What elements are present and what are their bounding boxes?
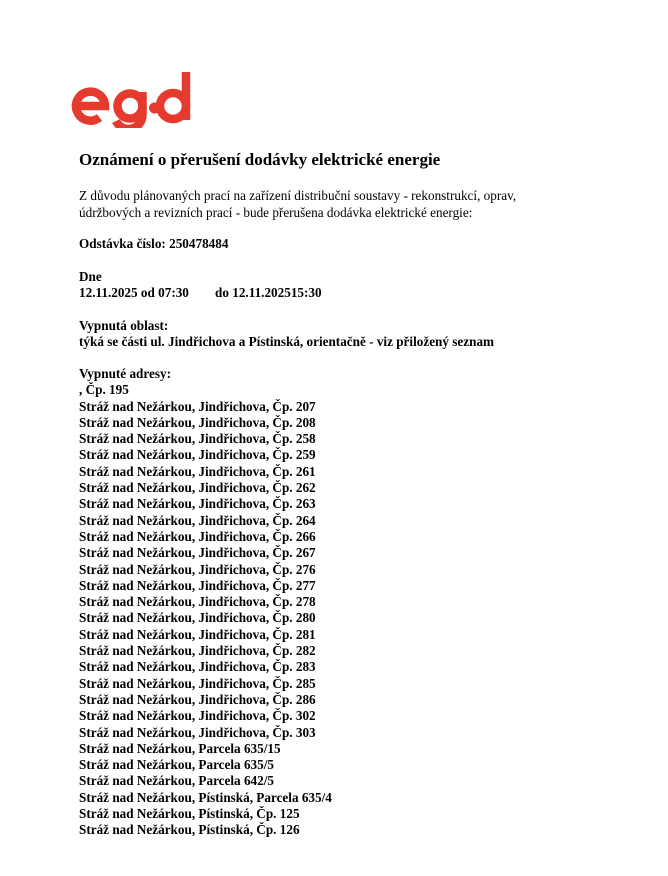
address-item: Stráž nad Nežárkou, Jindřichova, Čp. 258 [79, 431, 316, 447]
address-item: Stráž nad Nežárkou, Jindřichova, Čp. 282 [79, 643, 316, 659]
area-label: Vypnutá oblast: [79, 318, 169, 333]
address-item: Stráž nad Nežárkou, Jindřichova, Čp. 266 [79, 528, 316, 544]
address-item: Stráž nad Nežárkou, Jindřichova, Čp. 276 [79, 561, 316, 577]
notice-intro [79, 187, 559, 221]
address-item: Stráž nad Nežárkou, Jindřichova, Čp. 261 [79, 463, 316, 479]
address-item: Stráž nad Nežárkou, Jindřichova, Čp. 303 [79, 724, 316, 740]
area-value: týká se části ul. Jindřichova a Pístinská, orientačně - viz přiložený seznam [79, 334, 495, 350]
address-item: Stráž nad Nežárkou, Jindřichova, Čp. 302 [79, 708, 316, 724]
intro-line: údržbových a revizních prací - bude přerušena dodávka elektrické energie: [79, 205, 473, 220]
address-item: Stráž nad Nežárkou, Jindřichova, Čp. 286 [79, 691, 316, 707]
outage-number: Odstávka číslo: 250478484 [79, 236, 229, 251]
address-item: Stráž nad Nežárkou, Jindřichova, Čp. 207 [79, 398, 316, 414]
date-from: 12.11.2025 od 07:30 [79, 285, 189, 301]
address-item: Stráž nad Nežárkou, Parcela 635/15 [79, 740, 281, 756]
address-item: Stráž nad Nežárkou, Jindřichova, Čp. 264 [79, 512, 316, 528]
address-item: Stráž nad Nežárkou, Jindřichova, Čp. 283 [79, 659, 316, 675]
address-item: Stráž nad Nežárkou, Parcela 635/5 [79, 757, 274, 773]
address-item: Stráž nad Nežárkou, Jindřichova, Čp. 208 [79, 414, 316, 430]
egd-logo [70, 70, 194, 128]
address-item: Stráž nad Nežárkou, Pístinská, Čp. 126 [79, 822, 300, 838]
address-item: Stráž nad Nežárkou, Jindřichova, Čp. 281 [79, 626, 316, 642]
address-item: Stráž nad Nežárkou, Jindřichova, Čp. 267 [79, 545, 316, 561]
date-range [79, 285, 322, 301]
address-item: Stráž nad Nežárkou, Jindřichova, Čp. 259 [79, 447, 316, 463]
address-item: , Čp. 195 [79, 382, 129, 398]
date-to: do 12.11.202515:30 [215, 285, 322, 301]
outage-dates [79, 269, 322, 302]
address-item: Stráž nad Nežárkou, Jindřichova, Čp. 285 [79, 675, 316, 691]
notice-title: Oznámení o přerušení dodávky elektrické energie [79, 150, 441, 169]
address-item: Stráž nad Nežárkou, Jindřichova, Čp. 263 [79, 496, 316, 512]
address-item: Stráž nad Nežárkou, Jindřichova, Čp. 278 [79, 594, 316, 610]
address-item: Stráž nad Nežárkou, Pístinská, Čp. 125 [79, 806, 300, 822]
address-item: Stráž nad Nežárkou, Parcela 642/5 [79, 773, 274, 789]
address-list [79, 366, 332, 839]
address-item: Stráž nad Nežárkou, Pístinská, Parcela 635/4 [79, 789, 332, 805]
outage-area [79, 318, 494, 351]
addresses-label: Vypnuté adresy: [79, 366, 171, 381]
address-item: Stráž nad Nežárkou, Jindřichova, Čp. 262 [79, 480, 316, 496]
address-item: Stráž nad Nežárkou, Jindřichova, Čp. 277 [79, 577, 316, 593]
intro-line: Z důvodu plánovaných prací na zařízení distribuční soustavy - rekonstrukcí, oprav, [79, 188, 517, 203]
date-label: Dne [79, 269, 102, 284]
address-item: Stráž nad Nežárkou, Jindřichova, Čp. 280 [79, 610, 316, 626]
